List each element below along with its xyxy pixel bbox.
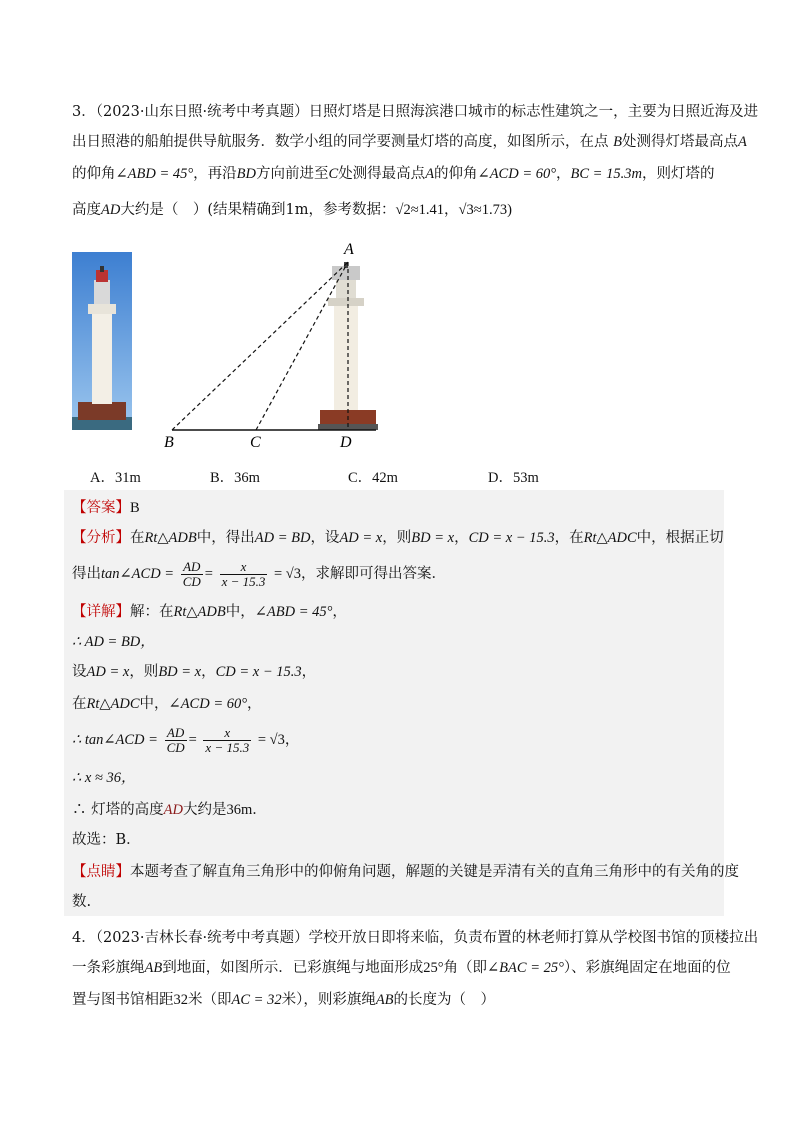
fraction-ad-cd: $\frac{AD}{CD}$ bbox=[182, 558, 201, 589]
q3-line-2: 出日照港的船舶提供导航服务．数学小组的同学要测量灯塔的高度，如图所示，在点 B处测得灯塔最高点A bbox=[72, 134, 747, 150]
q4-line-2: 一条彩旗绳AB到地面，如图所示．已彩旗绳与地面形成25°角（即∠BAC = 25°）、彩旗绳固定在地面的位 bbox=[72, 960, 731, 976]
q4-line-1: 4．（2023·吉林长春·统考中考真题）学校开放日即将来临，负责布置的林老师打算从学校图书馆的顶楼拉出 bbox=[72, 930, 759, 946]
option-a[interactable]: A．31m bbox=[90, 470, 141, 486]
q3-line-3: 的仰角∠ABD = 45°，再沿BD方向前进至C处测得最高点A的仰角∠ACD = 60°，BC = 15.3m，则灯塔的 bbox=[72, 166, 715, 182]
detail-line-2: ∴ AD = BD， bbox=[72, 634, 155, 650]
comment-line-2: 数. bbox=[72, 894, 92, 910]
comment-line-1: 【点睛】本题考查了解直角三角形中的仰俯角问题，解题的关键是弄清有关的直角三角形中的有关角的度 bbox=[72, 864, 739, 880]
detail-line-1: 【详解】解：在Rt△ADB中，∠ABD = 45°， bbox=[72, 604, 347, 620]
comment-tag: 【点睛】 bbox=[72, 864, 130, 880]
label-C: C bbox=[250, 434, 261, 451]
lighthouse-photo bbox=[72, 252, 132, 430]
option-c[interactable]: C．42m bbox=[348, 470, 398, 486]
analysis-line-2: 得出tan∠ACD = $\frac{AD}{CD}$ = $\frac{x}{x - 15.3}$ = √3，求解即可得出答案． bbox=[72, 558, 446, 589]
label-B: B bbox=[164, 434, 174, 451]
analysis-tag: 【分析】 bbox=[72, 530, 130, 546]
detail-line-8: 故选：B． bbox=[72, 832, 141, 848]
answer-line: 【答案】B bbox=[72, 500, 140, 516]
fraction-x: $\frac{x}{x - 15.3}$ bbox=[221, 558, 266, 589]
analysis-line-1: 【分析】在Rt△ADB中，得出AD = BD，设AD = x，则BD = x，CD = x − 15.3，在Rt△ADC中，根据正切 bbox=[72, 530, 724, 546]
option-d[interactable]: D．53m bbox=[488, 470, 539, 486]
detail-line-5: ∴ tan∠ACD = $\frac{AD}{CD}$ = $\frac{x}{x - 15.3}$ = √3， bbox=[72, 724, 300, 755]
detail-tag: 【详解】 bbox=[72, 604, 130, 620]
fraction-ad-cd-2: $\frac{AD}{CD}$ bbox=[166, 724, 185, 755]
q4-line-3: 置与图书馆相距32米（即AC = 32米），则彩旗绳AB的长度为（ ） bbox=[72, 992, 496, 1008]
geometry-figure bbox=[160, 238, 400, 454]
answer-tag: 【答案】 bbox=[72, 500, 130, 516]
detail-line-6: ∴ x ≈ 36， bbox=[72, 770, 136, 786]
fraction-x-2: $\frac{x}{x - 15.3}$ bbox=[205, 724, 250, 755]
detail-line-3: 设AD = x，则BD = x，CD = x − 15.3， bbox=[72, 664, 317, 680]
option-b[interactable]: B．36m bbox=[210, 470, 260, 486]
label-D: D bbox=[340, 434, 352, 451]
label-A: A bbox=[344, 241, 354, 258]
q3-line-4: 高度AD大约是（ ）(结果精确到1m，参考数据：√2≈1.41，√3≈1.73) bbox=[72, 202, 512, 218]
q3-line-1: 3．（2023·山东日照·统考中考真题）日照灯塔是日照海滨港口城市的标志性建筑之一，主要为日照近海及进 bbox=[72, 104, 759, 120]
detail-line-4: 在Rt△ADC中，∠ACD = 60°， bbox=[72, 696, 262, 712]
detail-line-7: ∴ 灯塔的高度AD大约是36m． bbox=[72, 802, 267, 818]
line-AB bbox=[172, 262, 348, 430]
